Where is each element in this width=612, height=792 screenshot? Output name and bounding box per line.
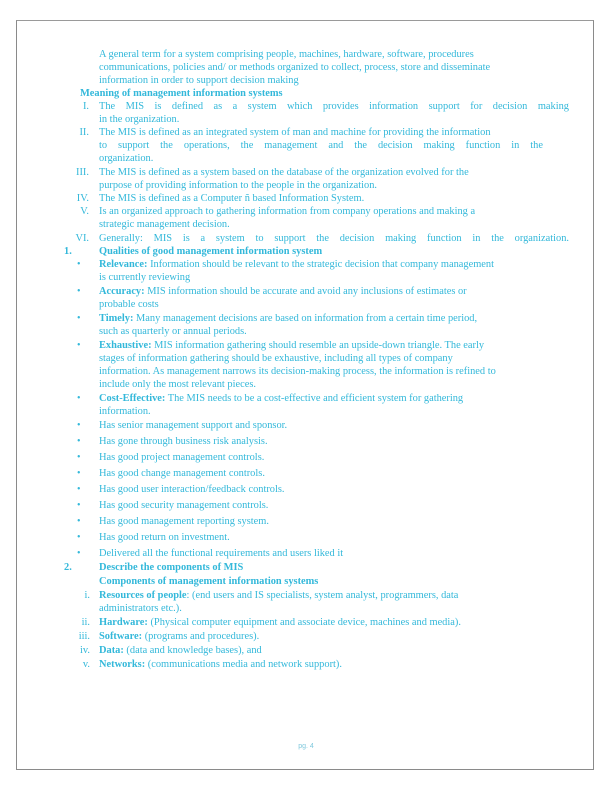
- meaning-item-6: Generally: MIS is a system to support the decision making function in the organization.: [99, 233, 569, 244]
- quality-relevance-cont: is currently reviewing: [99, 272, 191, 283]
- component-people-cont: administrators etc.).: [99, 603, 182, 614]
- bullet-icon: •: [77, 340, 81, 351]
- bullet-icon: •: [77, 500, 81, 511]
- quality-exhaustive: Exhaustive: MIS information gathering should resemble an upside-down triangle. The early: [99, 340, 485, 351]
- meaning-item-4: The MIS is defined as a Computer ñ based Information System.: [99, 193, 365, 204]
- quality-item: Has good management reporting system.: [99, 516, 269, 527]
- quality-exhaustive-cont: information. As management narrows its decision-making process, the information is refined to: [99, 366, 496, 377]
- list-marker: III.: [76, 167, 89, 178]
- meaning-item-1: The MIS is defined as a system which provides information support for decision making: [99, 101, 569, 112]
- meaning-item-3: The MIS is defined as a system based on the database of the organization evolved for the: [99, 167, 469, 178]
- term: Cost-Effective:: [99, 393, 166, 404]
- bullet-icon: •: [77, 259, 81, 270]
- bullet-icon: •: [77, 484, 81, 495]
- meaning-item-5-cont: strategic management decision.: [99, 219, 230, 230]
- list-marker: ii.: [81, 617, 90, 628]
- quality-item: Has good security management controls.: [99, 500, 269, 511]
- quality-item: Has good return on investment.: [99, 532, 230, 543]
- list-marker: VI.: [75, 233, 89, 244]
- quality-exhaustive-cont: stages of information gathering should be exhaustive, including all types of company: [99, 353, 453, 364]
- list-marker: I.: [82, 101, 89, 112]
- list-marker: V.: [80, 206, 89, 217]
- bullet-icon: •: [77, 468, 81, 479]
- intro-line: A general term for a system comprising people, machines, hardware, software, procedures: [99, 49, 474, 60]
- term: Resources of people: [99, 590, 187, 601]
- quality-timely: Timely: Many management decisions are based on information from a certain time period,: [99, 313, 478, 324]
- quality-item: Delivered all the functional requirements and users liked it: [99, 548, 344, 559]
- term: Timely:: [99, 313, 134, 324]
- list-marker: i.: [84, 590, 90, 601]
- quality-cost-effective: Cost-Effective: The MIS needs to be a cost-effective and efficient system for gathering: [99, 393, 464, 404]
- meaning-item-3-cont: purpose of providing information to the people in the organization.: [99, 180, 377, 191]
- quality-item: Has gone through business risk analysis.: [99, 436, 268, 447]
- term: Relevance:: [99, 259, 148, 270]
- section-number: 2.: [64, 562, 72, 573]
- term: Software:: [99, 631, 143, 642]
- bullet-icon: •: [77, 313, 81, 324]
- quality-item: Has senior management support and sponsor.: [99, 420, 288, 431]
- quality-exhaustive-cont: include only the most relevant pieces.: [99, 379, 256, 390]
- section-number: 1.: [64, 246, 72, 257]
- bullet-icon: •: [77, 286, 81, 297]
- term: Networks:: [99, 659, 146, 670]
- bullet-icon: •: [77, 516, 81, 527]
- list-marker: IV.: [76, 193, 89, 204]
- term: Exhaustive:: [99, 340, 152, 351]
- list-marker: II.: [79, 127, 89, 138]
- meaning-heading: Meaning of management information systems: [80, 88, 283, 99]
- intro-line: communications, policies and/ or methods organized to collect, process, store and disseminate: [99, 62, 491, 73]
- section2-heading: Describe the components of MIS: [99, 562, 244, 573]
- list-marker: iii.: [78, 631, 90, 642]
- quality-relevance: Relevance: Information should be relevant to the strategic decision that company management: [99, 259, 495, 270]
- component-people: Resources of people: (end users and IS specialists, system analyst, programmers, data: [99, 590, 459, 601]
- page-number: pg. 4: [298, 743, 314, 750]
- meaning-item-2-cont: to support the operations, the management and the decision making function in the: [99, 140, 543, 151]
- component-networks: Networks: (communications media and network support).: [99, 659, 342, 670]
- bullet-icon: •: [77, 420, 81, 431]
- bullet-icon: •: [77, 436, 81, 447]
- meaning-item-2-cont: organization.: [99, 153, 154, 164]
- meaning-item-1-cont: in the organization.: [99, 114, 180, 125]
- term: Accuracy:: [99, 286, 145, 297]
- intro-line: information in order to support decision making: [99, 75, 299, 86]
- quality-accuracy-cont: probable costs: [99, 299, 159, 310]
- bullet-icon: •: [77, 532, 81, 543]
- bullet-icon: •: [77, 548, 81, 559]
- section1-heading: Qualities of good management information system: [99, 246, 323, 257]
- quality-cost-effective-cont: information.: [99, 406, 151, 417]
- meaning-item-5: Is an organized approach to gathering information from company operations and making a: [99, 206, 476, 217]
- term: Hardware:: [99, 617, 148, 628]
- bullet-icon: •: [77, 393, 81, 404]
- quality-accuracy: Accuracy: MIS information should be accurate and avoid any inclusions of estimates or: [99, 286, 467, 297]
- term: Data:: [99, 645, 124, 656]
- component-data: Data: (data and knowledge bases), and: [99, 645, 262, 656]
- meaning-item-2: The MIS is defined as an integrated system of man and machine for providing the information: [99, 127, 491, 138]
- component-software: Software: (programs and procedures).: [99, 631, 260, 642]
- quality-item: Has good user interaction/feedback controls.: [99, 484, 285, 495]
- quality-timely-cont: such as quarterly or annual periods.: [99, 326, 247, 337]
- quality-item: Has good change management controls.: [99, 468, 265, 479]
- section2-subheading: Components of management information systems: [99, 576, 319, 587]
- bullet-icon: •: [77, 452, 81, 463]
- component-hardware: Hardware: (Physical computer equipment and associate device, machines and media).: [99, 617, 461, 628]
- quality-item: Has good project management controls.: [99, 452, 265, 463]
- list-marker: v.: [82, 659, 90, 670]
- list-marker: iv.: [79, 645, 90, 656]
